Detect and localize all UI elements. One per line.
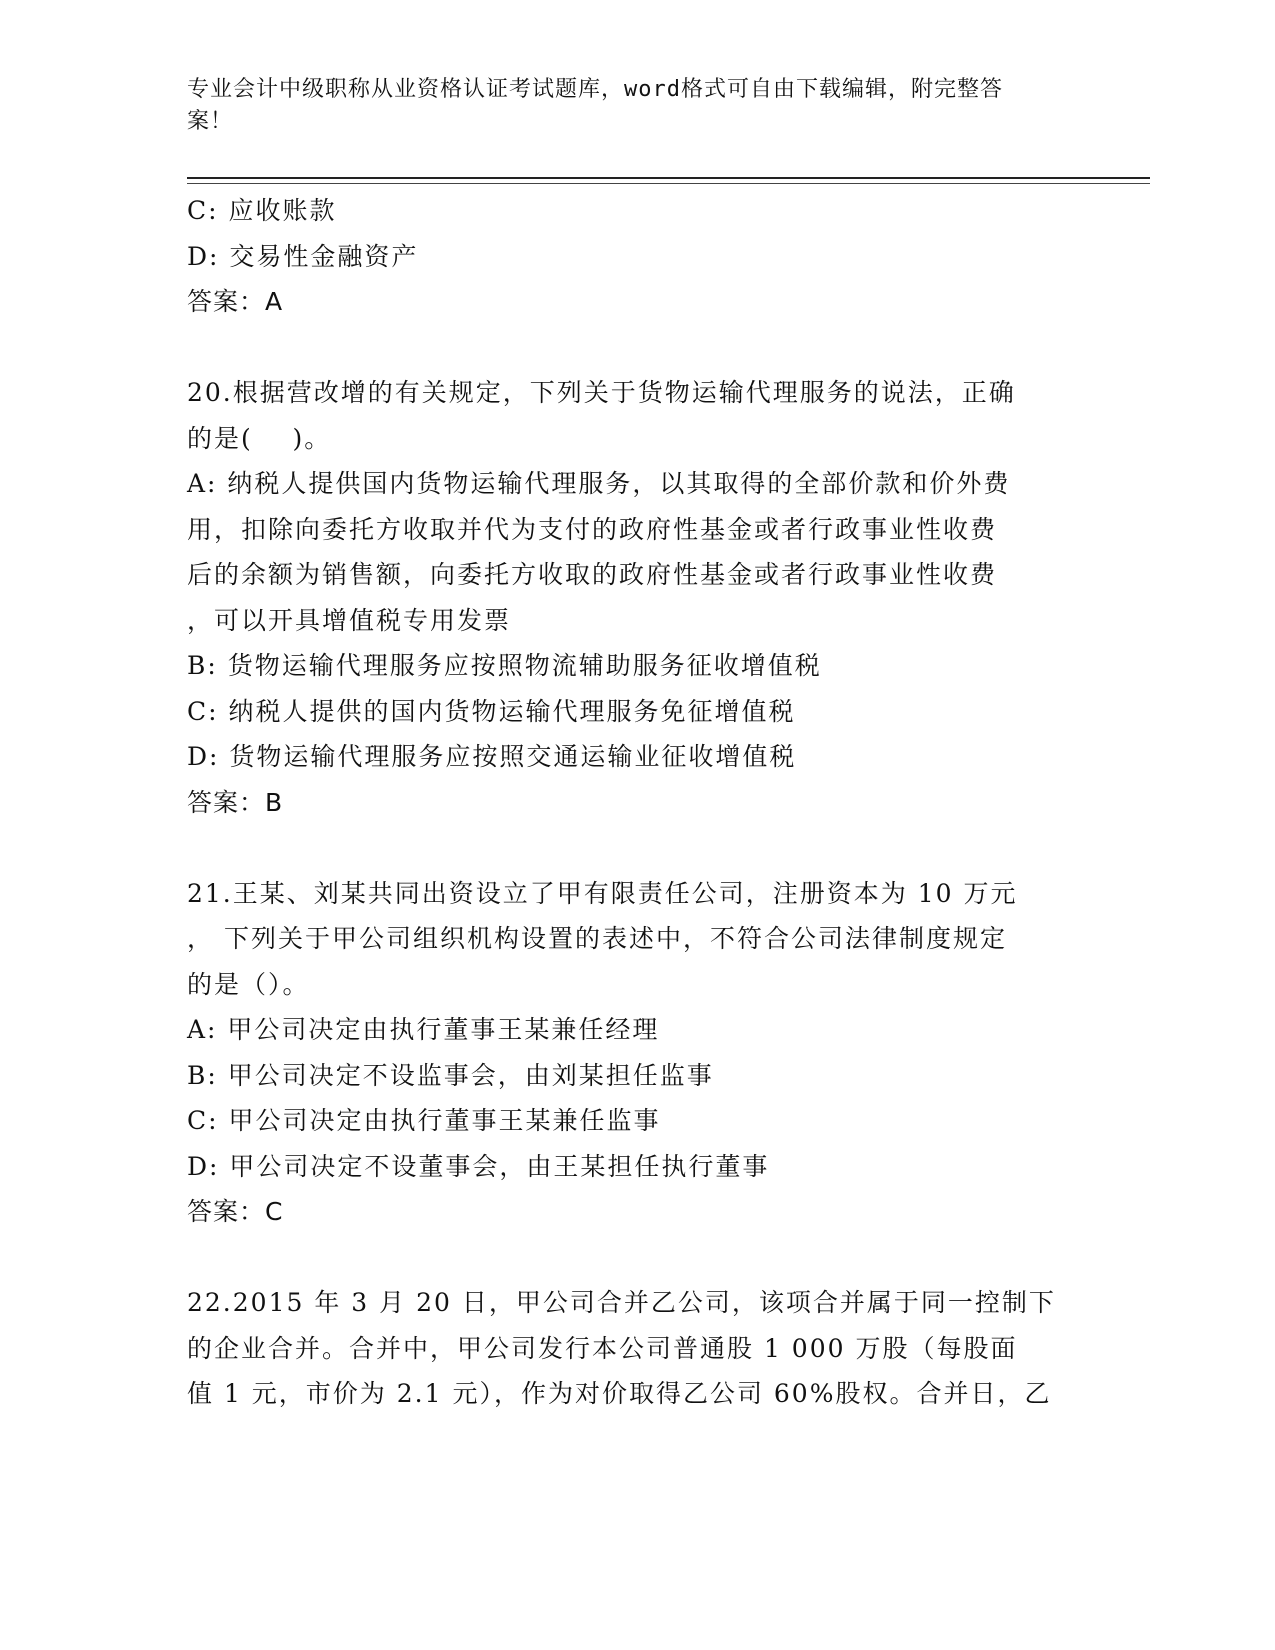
q20-option-a-line: 后的余额为销售额，向委托方收取的政府性基金或者行政事业性收费	[187, 560, 998, 589]
q21-answer: 答案：C	[187, 1197, 284, 1226]
spacer	[187, 825, 1072, 871]
header-line-2: 案！	[187, 109, 234, 134]
q20-option-d: D: 货物运输代理服务应按照交通运输业征收增值税	[187, 742, 797, 771]
question-19-tail	[187, 188, 1072, 325]
q22-stem-line: 的企业合并。合并中，甲公司发行本公司普通股 1 000 万股（每股面	[187, 1333, 1018, 1363]
q21-stem-line: 21.王某、刘某共同出资设立了甲有限责任公司，注册资本为 10 万元	[187, 878, 1018, 908]
question-body	[187, 188, 1072, 1417]
q22-stem-line: 值 1 元，市价为 2.1 元），作为对价取得乙公司 60%股权。合并日，乙	[187, 1379, 1052, 1408]
header-divider-thin	[187, 183, 1150, 184]
question-21	[187, 871, 1072, 1235]
q21-option-a: A: 甲公司决定由执行董事王某兼任经理	[187, 1015, 660, 1044]
q20-stem-line: 20.根据营改增的有关规定，下列关于货物运输代理服务的说法，正确	[187, 378, 1016, 407]
page-header	[187, 74, 1067, 138]
q21-option-b: B: 甲公司决定不设监事会，由刘某担任监事	[187, 1060, 714, 1090]
question-20	[187, 370, 1072, 825]
q22-stem-line: 22.2015 年 3 月 20 日，甲公司合并乙公司，该项合并属于同一控制下	[187, 1288, 1056, 1317]
spacer	[187, 325, 1072, 371]
header-line-1: 专业会计中级职称从业资格认证考试题库，word格式可自由下载编辑，附完整答	[187, 77, 1003, 102]
q19-option-c: C: 应收账款	[187, 196, 337, 225]
q20-stem-line: 的是( )。	[187, 423, 332, 453]
header-divider-thick	[187, 177, 1150, 179]
q20-option-a-line: 用，扣除向委托方收取并代为支付的政府性基金或者行政事业性收费	[187, 514, 998, 544]
q21-stem-line: 的是（）。	[187, 969, 310, 999]
q20-answer: 答案：B	[187, 787, 284, 817]
q20-option-a-line: ，可以开具增值税专用发票	[187, 605, 512, 635]
q21-option-d: D: 甲公司决定不设董事会，由王某担任执行董事	[187, 1151, 770, 1181]
q20-option-c: C: 纳税人提供的国内货物运输代理服务免征增值税	[187, 696, 796, 726]
q19-option-d: D: 交易性金融资产	[187, 241, 419, 271]
q19-answer: 答案：A	[187, 287, 284, 316]
spacer	[187, 1235, 1072, 1281]
q21-option-c: C: 甲公司决定由执行董事王某兼任监事	[187, 1106, 661, 1135]
q21-stem-line: ， 下列关于甲公司组织机构设置的表述中，不符合公司法律制度规定	[187, 924, 1007, 953]
q20-option-a-line: A: 纳税人提供国内货物运输代理服务，以其取得的全部价款和价外费	[187, 469, 1011, 498]
question-22	[187, 1280, 1072, 1417]
q20-option-b: B: 货物运输代理服务应按照物流辅助服务征收增值税	[187, 651, 822, 680]
